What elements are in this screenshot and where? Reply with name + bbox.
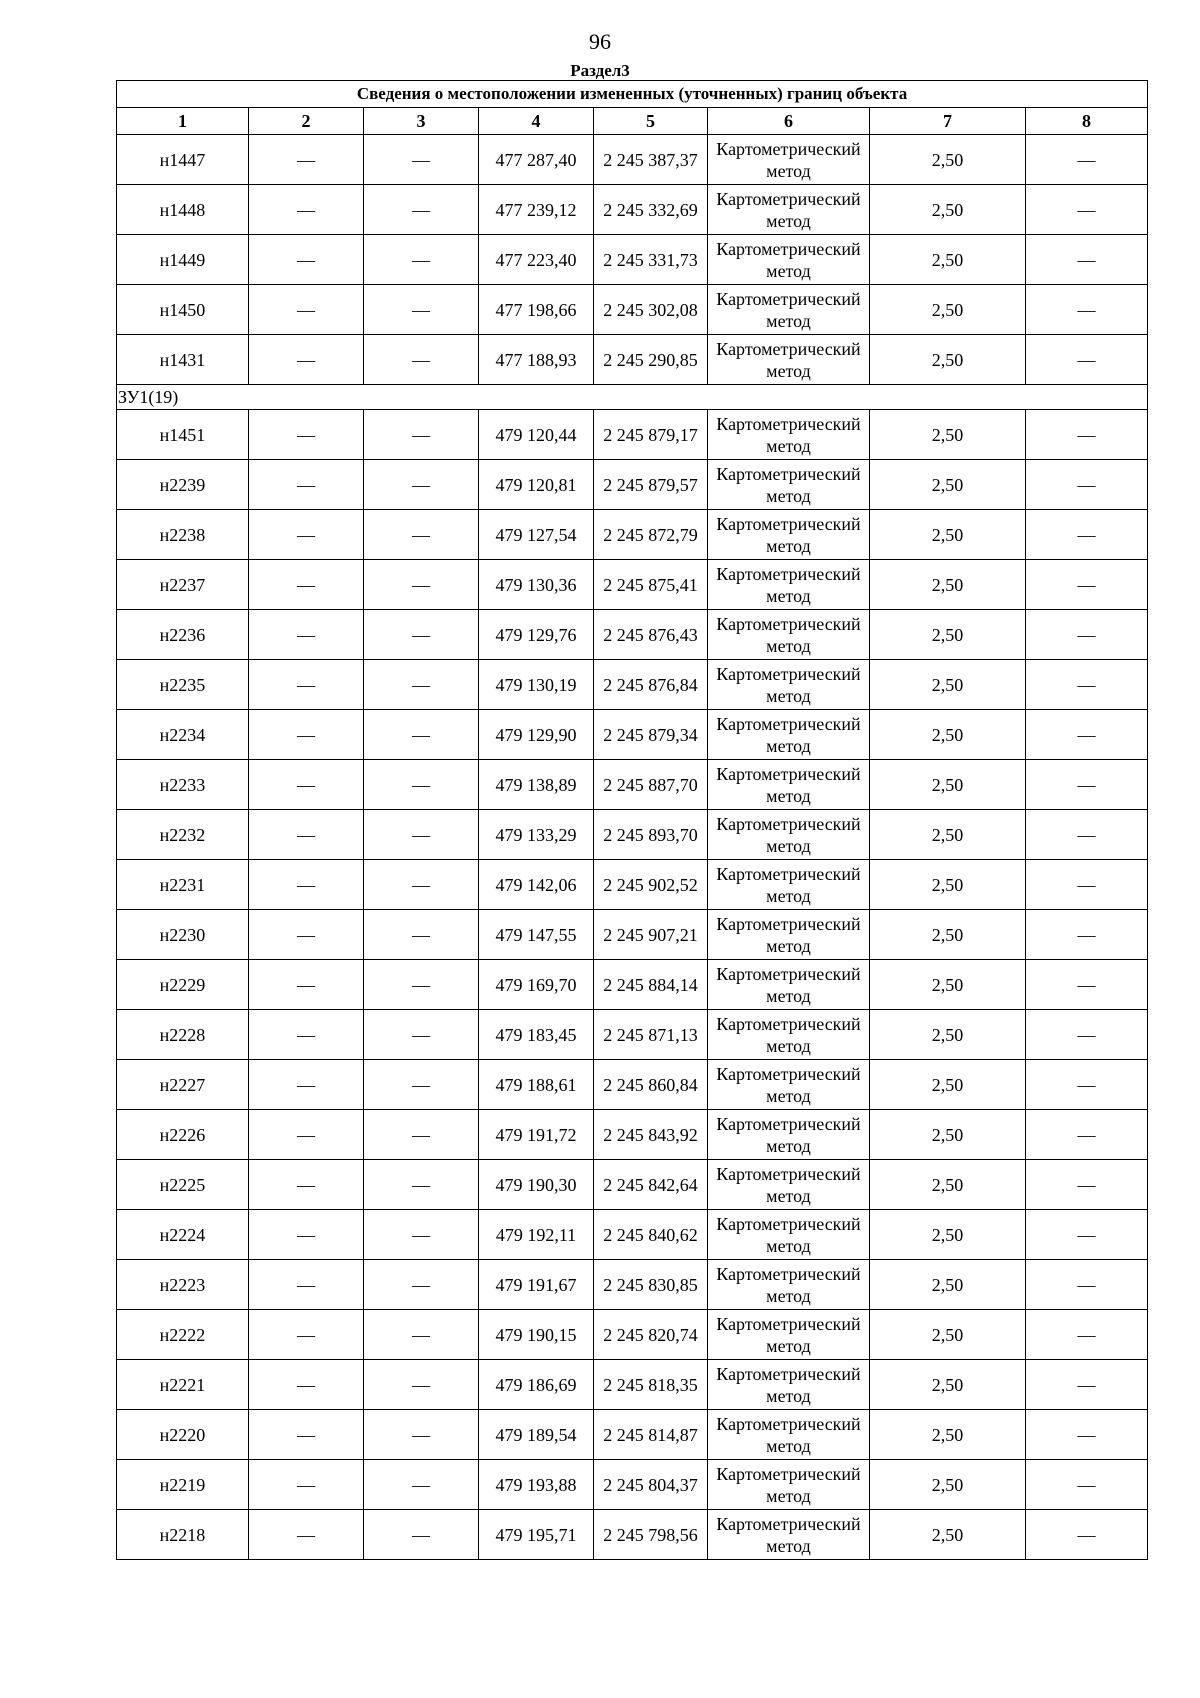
cell-method: Картометрический метод (708, 760, 870, 810)
cell-accuracy: 2,50 (870, 1460, 1026, 1510)
cell-col-3: — (364, 860, 479, 910)
table-row (117, 860, 1148, 910)
cell-coord-x: 479 120,44 (479, 410, 594, 460)
cell-coord-y: 2 245 814,87 (594, 1410, 708, 1460)
cell-accuracy: 2,50 (870, 610, 1026, 660)
cell-accuracy: 2,50 (870, 910, 1026, 960)
cell-method: Картометрический метод (708, 1110, 870, 1160)
cell-point-id: н2230 (117, 910, 249, 960)
cell-col-2: — (249, 1060, 364, 1110)
column-header: 7 (870, 108, 1026, 135)
cell-col-8: — (1026, 1360, 1148, 1410)
cell-accuracy: 2,50 (870, 185, 1026, 235)
cell-accuracy: 2,50 (870, 860, 1026, 910)
cell-col-3: — (364, 910, 479, 960)
cell-col-2: — (249, 510, 364, 560)
cell-coord-y: 2 245 902,52 (594, 860, 708, 910)
cell-coord-y: 2 245 879,57 (594, 460, 708, 510)
cell-point-id: н2234 (117, 710, 249, 760)
cell-coord-y: 2 245 290,85 (594, 335, 708, 385)
cell-coord-y: 2 245 876,43 (594, 610, 708, 660)
cell-col-3: — (364, 710, 479, 760)
cell-point-id: н1450 (117, 285, 249, 335)
cell-col-8: — (1026, 285, 1148, 335)
cell-col-8: — (1026, 460, 1148, 510)
cell-method: Картометрический метод (708, 610, 870, 660)
cell-coord-x: 479 193,88 (479, 1460, 594, 1510)
column-header: 1 (117, 108, 249, 135)
cell-col-2: — (249, 1260, 364, 1310)
cell-coord-x: 479 186,69 (479, 1360, 594, 1410)
cell-col-8: — (1026, 1210, 1148, 1260)
cell-col-3: — (364, 810, 479, 860)
cell-method: Картометрический метод (708, 710, 870, 760)
cell-point-id: н2231 (117, 860, 249, 910)
cell-method: Картометрический метод (708, 1210, 870, 1260)
cell-coord-x: 477 239,12 (479, 185, 594, 235)
table-row (117, 960, 1148, 1010)
table-row (117, 1060, 1148, 1110)
cell-col-3: — (364, 335, 479, 385)
cell-point-id: н2221 (117, 1360, 249, 1410)
cell-accuracy: 2,50 (870, 1510, 1026, 1560)
cell-method: Картометрический метод (708, 660, 870, 710)
cell-point-id: н2222 (117, 1310, 249, 1360)
cell-coord-y: 2 245 798,56 (594, 1510, 708, 1560)
table-row (117, 135, 1148, 185)
cell-col-8: — (1026, 1310, 1148, 1360)
cell-col-8: — (1026, 610, 1148, 660)
cell-col-3: — (364, 510, 479, 560)
cell-col-8: — (1026, 760, 1148, 810)
cell-coord-y: 2 245 818,35 (594, 1360, 708, 1410)
cell-point-id: н2218 (117, 1510, 249, 1560)
cell-accuracy: 2,50 (870, 1160, 1026, 1210)
cell-col-2: — (249, 1310, 364, 1360)
cell-col-2: — (249, 1460, 364, 1510)
cell-coord-x: 479 129,90 (479, 710, 594, 760)
cell-col-8: — (1026, 335, 1148, 385)
cell-col-3: — (364, 1060, 479, 1110)
cell-point-id: н2225 (117, 1160, 249, 1210)
cell-point-id: н2228 (117, 1010, 249, 1060)
cell-method: Картометрический метод (708, 910, 870, 960)
cell-point-id: н2239 (117, 460, 249, 510)
cell-col-8: — (1026, 1110, 1148, 1160)
cell-method: Картометрический метод (708, 1060, 870, 1110)
cell-coord-x: 479 195,71 (479, 1510, 594, 1560)
cell-coord-y: 2 245 879,34 (594, 710, 708, 760)
cell-col-3: — (364, 135, 479, 185)
cell-accuracy: 2,50 (870, 135, 1026, 185)
cell-coord-x: 479 129,76 (479, 610, 594, 660)
table-row (117, 610, 1148, 660)
cell-accuracy: 2,50 (870, 1260, 1026, 1310)
cell-coord-y: 2 245 331,73 (594, 235, 708, 285)
table-row (117, 235, 1148, 285)
cell-coord-x: 479 191,67 (479, 1260, 594, 1310)
column-header: 4 (479, 108, 594, 135)
cell-col-2: — (249, 235, 364, 285)
cell-col-2: — (249, 760, 364, 810)
cell-col-2: — (249, 810, 364, 860)
cell-coord-x: 479 188,61 (479, 1060, 594, 1110)
cell-coord-y: 2 245 871,13 (594, 1010, 708, 1060)
cell-col-3: — (364, 1260, 479, 1310)
cell-coord-x: 479 190,15 (479, 1310, 594, 1360)
table-row (117, 710, 1148, 760)
table-row (117, 1160, 1148, 1210)
cell-point-id: н1447 (117, 135, 249, 185)
cell-method: Картометрический метод (708, 1360, 870, 1410)
cell-method: Картометрический метод (708, 510, 870, 560)
cell-col-3: — (364, 1210, 479, 1260)
cell-col-2: — (249, 1360, 364, 1410)
cell-accuracy: 2,50 (870, 335, 1026, 385)
column-header-row (117, 108, 1148, 135)
cell-col-2: — (249, 1410, 364, 1460)
cell-col-2: — (249, 560, 364, 610)
cell-coord-y: 2 245 875,41 (594, 560, 708, 610)
cell-coord-x: 479 169,70 (479, 960, 594, 1010)
cell-coord-y: 2 245 884,14 (594, 960, 708, 1010)
cell-accuracy: 2,50 (870, 1360, 1026, 1410)
cell-col-3: — (364, 610, 479, 660)
table-caption: Сведения о местоположении измененных (уточненных) границ объекта (117, 81, 1148, 108)
table-row (117, 1260, 1148, 1310)
cell-col-3: — (364, 1160, 479, 1210)
cell-col-8: — (1026, 1060, 1148, 1110)
cell-method: Картометрический метод (708, 1460, 870, 1510)
cell-point-id: н2226 (117, 1110, 249, 1160)
cell-point-id: н2227 (117, 1060, 249, 1110)
cell-method: Картометрический метод (708, 1510, 870, 1560)
cell-coord-y: 2 245 820,74 (594, 1310, 708, 1360)
cell-accuracy: 2,50 (870, 510, 1026, 560)
cell-col-2: — (249, 710, 364, 760)
cell-col-8: — (1026, 1010, 1148, 1060)
cell-col-3: — (364, 1010, 479, 1060)
cell-col-8: — (1026, 860, 1148, 910)
cell-point-id: н2238 (117, 510, 249, 560)
cell-point-id: н2224 (117, 1210, 249, 1260)
cell-coord-y: 2 245 860,84 (594, 1060, 708, 1110)
table-row (117, 1510, 1148, 1560)
cell-method: Картометрический метод (708, 810, 870, 860)
cell-point-id: н1451 (117, 410, 249, 460)
cell-col-2: — (249, 660, 364, 710)
table-row (117, 1110, 1148, 1160)
cell-coord-x: 479 133,29 (479, 810, 594, 860)
cell-coord-y: 2 245 907,21 (594, 910, 708, 960)
cell-method: Картометрический метод (708, 1010, 870, 1060)
cell-col-8: — (1026, 1410, 1148, 1460)
cell-col-8: — (1026, 410, 1148, 460)
cell-col-2: — (249, 285, 364, 335)
cell-method: Картометрический метод (708, 1410, 870, 1460)
cell-accuracy: 2,50 (870, 410, 1026, 460)
cell-col-8: — (1026, 560, 1148, 610)
cell-col-3: — (364, 460, 479, 510)
cell-method: Картометрический метод (708, 460, 870, 510)
cell-col-8: — (1026, 810, 1148, 860)
cell-accuracy: 2,50 (870, 960, 1026, 1010)
cell-accuracy: 2,50 (870, 1110, 1026, 1160)
cell-point-id: н1431 (117, 335, 249, 385)
cell-coord-y: 2 245 872,79 (594, 510, 708, 560)
cell-point-id: н2229 (117, 960, 249, 1010)
cell-col-3: — (364, 960, 479, 1010)
cell-col-8: — (1026, 910, 1148, 960)
cell-col-2: — (249, 1110, 364, 1160)
cell-col-8: — (1026, 135, 1148, 185)
cell-col-2: — (249, 960, 364, 1010)
cell-coord-x: 479 120,81 (479, 460, 594, 510)
cell-col-3: — (364, 560, 479, 610)
cell-coord-y: 2 245 302,08 (594, 285, 708, 335)
cell-coord-x: 479 183,45 (479, 1010, 594, 1060)
table-row (117, 460, 1148, 510)
column-header: 2 (249, 108, 364, 135)
cell-method: Картометрический метод (708, 335, 870, 385)
cell-col-2: — (249, 860, 364, 910)
cell-accuracy: 2,50 (870, 235, 1026, 285)
cell-col-3: — (364, 1460, 479, 1510)
cell-col-3: — (364, 235, 479, 285)
cell-col-8: — (1026, 510, 1148, 560)
table-row (117, 1310, 1148, 1360)
table-row (117, 335, 1148, 385)
table-row (117, 560, 1148, 610)
cell-col-8: — (1026, 235, 1148, 285)
cell-coord-x: 479 127,54 (479, 510, 594, 560)
cell-coord-x: 477 223,40 (479, 235, 594, 285)
cell-method: Картометрический метод (708, 185, 870, 235)
table-row (117, 1360, 1148, 1410)
cell-point-id: н2236 (117, 610, 249, 660)
column-header: 5 (594, 108, 708, 135)
column-header: 3 (364, 108, 479, 135)
cell-coord-y: 2 245 387,37 (594, 135, 708, 185)
cell-coord-y: 2 245 879,17 (594, 410, 708, 460)
group-label: ЗУ1(19) (117, 385, 1148, 410)
cell-coord-x: 479 142,06 (479, 860, 594, 910)
cell-point-id: н1448 (117, 185, 249, 235)
table-row (117, 285, 1148, 335)
cell-col-3: — (364, 185, 479, 235)
cell-accuracy: 2,50 (870, 560, 1026, 610)
cell-coord-y: 2 245 887,70 (594, 760, 708, 810)
cell-coord-y: 2 245 332,69 (594, 185, 708, 235)
cell-accuracy: 2,50 (870, 660, 1026, 710)
cell-accuracy: 2,50 (870, 1310, 1026, 1360)
cell-col-8: — (1026, 960, 1148, 1010)
cell-point-id: н2223 (117, 1260, 249, 1310)
cell-accuracy: 2,50 (870, 285, 1026, 335)
cell-point-id: н1449 (117, 235, 249, 285)
table-row (117, 185, 1148, 235)
table-row (117, 760, 1148, 810)
cell-point-id: н2237 (117, 560, 249, 610)
cell-col-8: — (1026, 660, 1148, 710)
table-row (117, 410, 1148, 460)
column-header: 6 (708, 108, 870, 135)
cell-coord-x: 479 138,89 (479, 760, 594, 810)
cell-coord-x: 477 198,66 (479, 285, 594, 335)
boundary-table (116, 80, 1148, 1560)
cell-accuracy: 2,50 (870, 760, 1026, 810)
cell-col-3: — (364, 1510, 479, 1560)
cell-col-2: — (249, 460, 364, 510)
cell-col-8: — (1026, 1260, 1148, 1310)
cell-coord-x: 479 192,11 (479, 1210, 594, 1260)
table-row (117, 1210, 1148, 1260)
section-title: Раздел3 (570, 61, 630, 80)
cell-accuracy: 2,50 (870, 1410, 1026, 1460)
cell-col-3: — (364, 410, 479, 460)
cell-col-2: — (249, 335, 364, 385)
cell-coord-x: 479 190,30 (479, 1160, 594, 1210)
cell-point-id: н2219 (117, 1460, 249, 1510)
cell-coord-x: 479 130,19 (479, 660, 594, 710)
cell-method: Картометрический метод (708, 285, 870, 335)
cell-method: Картометрический метод (708, 410, 870, 460)
cell-col-2: — (249, 910, 364, 960)
column-header: 8 (1026, 108, 1148, 135)
page-number: 96 (589, 29, 611, 54)
cell-coord-y: 2 245 842,64 (594, 1160, 708, 1210)
cell-col-3: — (364, 1360, 479, 1410)
cell-coord-x: 477 287,40 (479, 135, 594, 185)
cell-accuracy: 2,50 (870, 810, 1026, 860)
cell-method: Картометрический метод (708, 860, 870, 910)
table-caption-row (117, 81, 1148, 108)
table-row (117, 1460, 1148, 1510)
cell-col-3: — (364, 1110, 479, 1160)
cell-coord-y: 2 245 876,84 (594, 660, 708, 710)
cell-coord-y: 2 245 830,85 (594, 1260, 708, 1310)
cell-col-8: — (1026, 1460, 1148, 1510)
cell-col-8: — (1026, 710, 1148, 760)
cell-method: Картометрический метод (708, 960, 870, 1010)
cell-method: Картометрический метод (708, 1160, 870, 1210)
cell-accuracy: 2,50 (870, 1060, 1026, 1110)
cell-coord-y: 2 245 840,62 (594, 1210, 708, 1260)
cell-accuracy: 2,50 (870, 710, 1026, 760)
cell-col-3: — (364, 1310, 479, 1360)
cell-col-3: — (364, 660, 479, 710)
cell-coord-x: 477 188,93 (479, 335, 594, 385)
cell-col-2: — (249, 410, 364, 460)
cell-col-2: — (249, 185, 364, 235)
cell-col-2: — (249, 1210, 364, 1260)
cell-accuracy: 2,50 (870, 460, 1026, 510)
cell-point-id: н2232 (117, 810, 249, 860)
cell-coord-y: 2 245 804,37 (594, 1460, 708, 1510)
cell-point-id: н2220 (117, 1410, 249, 1460)
cell-method: Картометрический метод (708, 135, 870, 185)
cell-coord-x: 479 191,72 (479, 1110, 594, 1160)
table-row (117, 1410, 1148, 1460)
cell-col-2: — (249, 1160, 364, 1210)
cell-col-3: — (364, 760, 479, 810)
cell-method: Картометрический метод (708, 1260, 870, 1310)
cell-method: Картометрический метод (708, 1310, 870, 1360)
cell-col-3: — (364, 1410, 479, 1460)
cell-coord-x: 479 147,55 (479, 910, 594, 960)
cell-col-2: — (249, 135, 364, 185)
cell-col-2: — (249, 1510, 364, 1560)
table-row (117, 910, 1148, 960)
cell-method: Картометрический метод (708, 235, 870, 285)
group-row (117, 385, 1148, 410)
cell-accuracy: 2,50 (870, 1210, 1026, 1260)
cell-coord-x: 479 130,36 (479, 560, 594, 610)
cell-col-8: — (1026, 185, 1148, 235)
cell-coord-y: 2 245 843,92 (594, 1110, 708, 1160)
cell-accuracy: 2,50 (870, 1010, 1026, 1060)
cell-col-8: — (1026, 1510, 1148, 1560)
table-row (117, 810, 1148, 860)
table-row (117, 1010, 1148, 1060)
cell-coord-x: 479 189,54 (479, 1410, 594, 1460)
cell-col-8: — (1026, 1160, 1148, 1210)
cell-point-id: н2233 (117, 760, 249, 810)
cell-coord-y: 2 245 893,70 (594, 810, 708, 860)
table-row (117, 660, 1148, 710)
cell-method: Картометрический метод (708, 560, 870, 610)
cell-col-2: — (249, 610, 364, 660)
table-row (117, 510, 1148, 560)
cell-col-3: — (364, 285, 479, 335)
cell-point-id: н2235 (117, 660, 249, 710)
cell-col-2: — (249, 1010, 364, 1060)
